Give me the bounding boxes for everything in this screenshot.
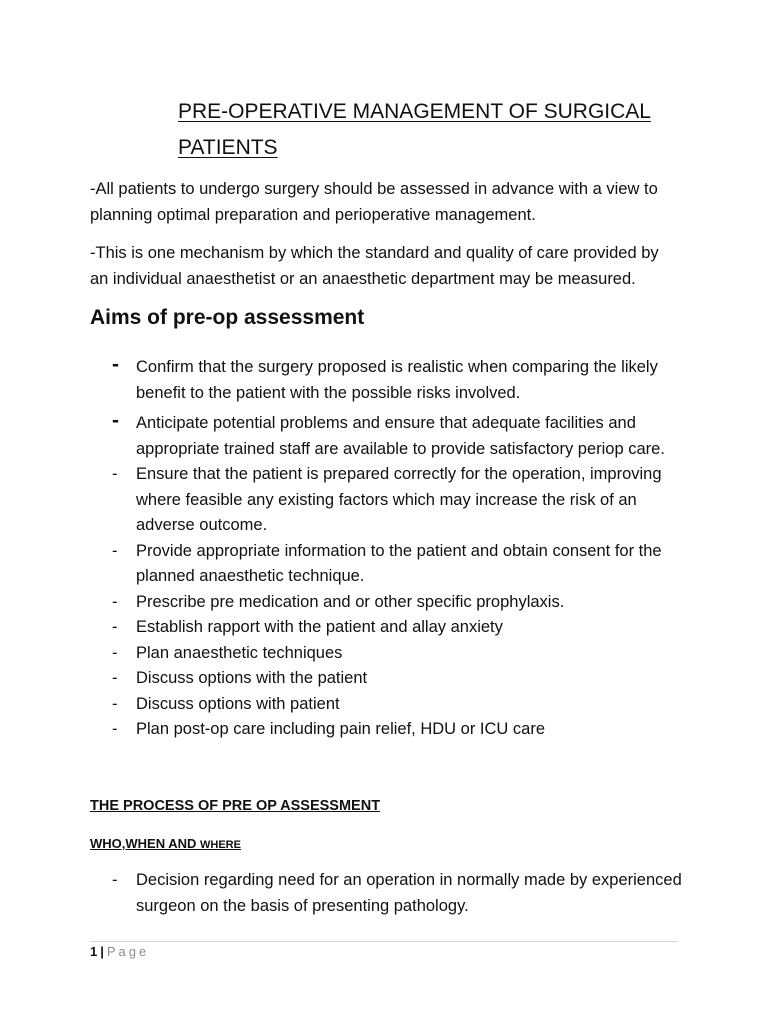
sub-heading-small: WHERE <box>200 839 241 851</box>
footer-divider <box>90 941 678 942</box>
dash-bullet: - <box>112 618 118 636</box>
dash-bullet: - <box>112 465 118 483</box>
list-item-text: Discuss options with the patient <box>136 669 368 687</box>
list-item <box>108 462 683 539</box>
list-item-text: Discuss options with patient <box>136 694 340 713</box>
list-item-text: Anticipate potential problems and ensure that adequate facilities and appropriate trained staff are available to provide satisfactory periop care. <box>136 414 665 458</box>
intro-paragraph: -This is one mechanism by which the standard and quality of care provided by an individual anaesthetist or an anaesthetic department may be measured. <box>90 244 659 288</box>
aims-heading: Aims of pre-op assessment <box>90 306 365 329</box>
list-item-text: Plan post-op care including pain relief, HDU or ICU care <box>136 720 546 738</box>
dash-bullet: - <box>112 409 119 432</box>
page-number: 1 <box>90 944 98 959</box>
list-item-text: Plan anaesthetic techniques <box>136 643 343 662</box>
dash-bullet: - <box>112 694 118 713</box>
dash-bullet: - <box>112 353 119 376</box>
list-item <box>108 355 683 406</box>
dash-bullet: - <box>112 669 118 687</box>
page-label: Page <box>106 944 150 959</box>
list-item-text: Decision regarding need for an operation in normally made by experienced surgeon on the basis of presenting pathology. <box>136 871 682 915</box>
list-item <box>108 717 683 743</box>
aims-list <box>108 355 683 743</box>
list-item <box>108 692 683 718</box>
dash-bullet: - <box>112 720 118 738</box>
list-item <box>108 615 683 641</box>
list-item <box>108 411 683 462</box>
list-item-text: Prescribe pre medication and or other specific prophylaxis. <box>136 592 565 611</box>
list-item-text: Confirm that the surgery proposed is realistic when comparing the likely benefit to the patient with the possible risks involved. <box>136 358 658 402</box>
intro-paragraph: -All patients to undergo surgery should be assessed in advance with a view to planning optimal preparation and perioperative management. <box>90 180 658 224</box>
who-when-where-heading <box>90 836 241 851</box>
list-item-text: Ensure that the patient is prepared correctly for the operation, improving where feasible any existing factors which may increase the risk of an adverse outcome. <box>136 465 662 534</box>
list-item-text: Provide appropriate information to the patient and obtain consent for the planned anaesthetic technique. <box>136 541 662 585</box>
process-list <box>108 868 683 919</box>
list-item <box>108 868 683 919</box>
list-item <box>108 641 683 667</box>
document-title <box>178 94 678 166</box>
dash-bullet: - <box>112 871 118 889</box>
list-item <box>108 590 683 616</box>
page-footer <box>90 943 149 961</box>
list-item <box>108 666 683 692</box>
title-line-2: PATIENTS <box>178 136 278 159</box>
dash-bullet: - <box>112 541 118 560</box>
footer-separator: | <box>100 944 104 959</box>
dash-bullet: - <box>112 592 118 611</box>
process-heading: THE PROCESS OF PRE OP ASSESSMENT <box>90 798 381 814</box>
sub-heading-main: WHO,WHEN AND <box>90 836 201 851</box>
list-item-text: Establish rapport with the patient and allay anxiety <box>136 618 503 636</box>
dash-bullet: - <box>112 643 118 662</box>
title-line-1: PRE-OPERATIVE MANAGEMENT OF SURGICAL <box>178 100 651 123</box>
list-item <box>108 539 683 590</box>
